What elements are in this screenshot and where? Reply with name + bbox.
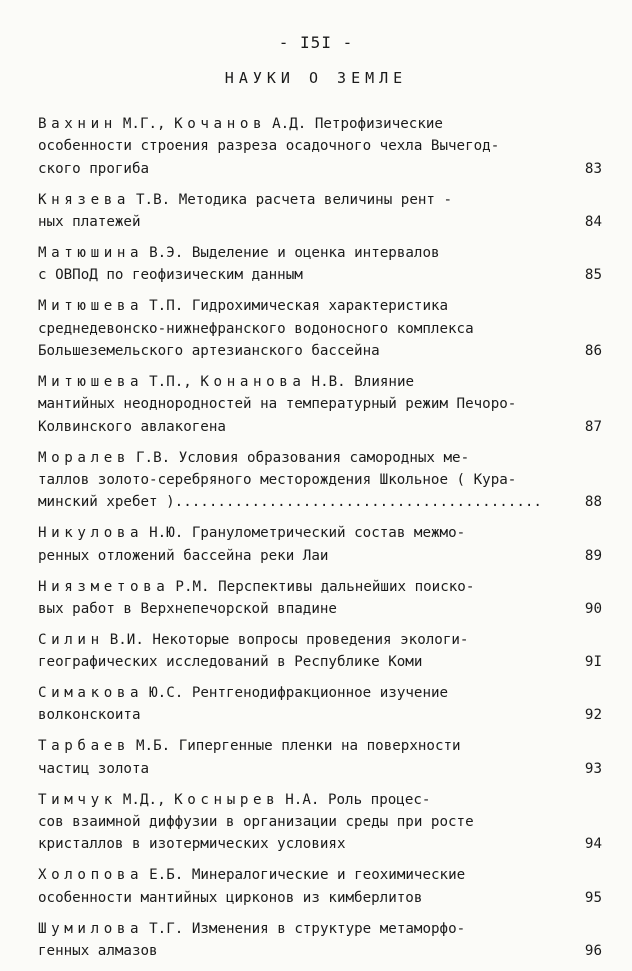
toc-entry-line bbox=[38, 629, 602, 651]
page-ref: 86 bbox=[584, 343, 602, 360]
author-name: Конанова bbox=[200, 373, 306, 390]
page-ref: 9I bbox=[584, 654, 602, 671]
entry-text bbox=[38, 158, 149, 180]
entry-text-segment: с ОВПоД по геофизическим данным bbox=[38, 267, 303, 284]
author-name: Тарбаев bbox=[38, 738, 130, 755]
entry-text-segment: среднедевонско-нижнефранского водоносного комплекса bbox=[38, 320, 474, 337]
entry-text bbox=[38, 735, 461, 757]
entry-text bbox=[38, 264, 303, 286]
entry-text bbox=[38, 811, 474, 833]
page-number: - I5I - bbox=[278, 33, 354, 52]
toc-entry bbox=[38, 295, 602, 362]
author-name: Холопова bbox=[38, 867, 144, 884]
toc-entry-line bbox=[38, 833, 602, 855]
toc-entry-line bbox=[38, 318, 602, 340]
toc-entry-line bbox=[38, 491, 602, 513]
toc-entry-line bbox=[38, 789, 602, 811]
entry-text bbox=[38, 940, 158, 962]
entry-text-segment: сов взаимной диффузии в организации среды при росте bbox=[38, 814, 474, 831]
toc-entry-line bbox=[38, 295, 602, 317]
entry-text-segment: частиц золота bbox=[38, 760, 150, 777]
toc-entry bbox=[38, 371, 602, 438]
entry-text-segment: особенности строения разреза осадочного чехла Вычегод- bbox=[38, 138, 500, 155]
entry-text bbox=[38, 887, 422, 909]
toc-entry-line bbox=[38, 576, 602, 598]
entry-text-segment: кристаллов в изотермических условиях bbox=[38, 836, 346, 853]
entry-text-segment: Т.П. Гидрохимическая характеристика bbox=[149, 298, 449, 315]
entry-text bbox=[38, 522, 465, 544]
toc-entry-line bbox=[38, 189, 602, 211]
entry-text bbox=[38, 864, 465, 886]
entry-text-segment: М.Б. Гипергенные пленки на поверхности bbox=[136, 738, 461, 755]
toc-entry-line bbox=[38, 704, 602, 726]
entry-text bbox=[38, 189, 452, 211]
entry-text-segment: Колвинского авлакогена bbox=[38, 418, 226, 435]
entry-text bbox=[38, 758, 149, 780]
toc-entry-line bbox=[38, 211, 602, 233]
page-ref: 92 bbox=[584, 707, 602, 724]
page-ref: 88 bbox=[584, 494, 602, 511]
toc-entry-line bbox=[38, 545, 602, 567]
toc-entry-line bbox=[38, 158, 602, 180]
entry-text-segment: генных алмазов bbox=[38, 943, 158, 959]
toc-entry bbox=[38, 682, 602, 727]
toc-entry-line bbox=[38, 651, 602, 673]
toc-entry bbox=[38, 789, 602, 856]
author-name: Тимчук bbox=[38, 791, 117, 808]
toc-entry-line bbox=[38, 416, 602, 438]
author-name: Ниязметова bbox=[38, 578, 170, 595]
entry-text bbox=[38, 833, 346, 855]
entry-text-segment: мантийных неоднородностей на температурный режим Печоро- bbox=[38, 396, 517, 413]
toc-entry bbox=[38, 189, 602, 234]
toc-entry bbox=[38, 522, 602, 567]
page-ref: 90 bbox=[584, 600, 602, 617]
entry-text bbox=[38, 211, 141, 233]
entry-text bbox=[38, 918, 465, 940]
toc-entry-line bbox=[38, 598, 602, 620]
toc-entry-line bbox=[38, 811, 602, 833]
entry-text-segment: А.Д. Петрофизические bbox=[272, 116, 443, 132]
entry-text-segment: ренных отложений бассейна реки Лаи bbox=[38, 547, 329, 564]
toc-entry-line bbox=[38, 682, 602, 704]
entry-text bbox=[38, 393, 516, 415]
toc-entry bbox=[38, 242, 602, 287]
author-name: Моралев bbox=[38, 449, 130, 466]
entry-text-segment: Ю.С. Рентгенодифракционное изучение bbox=[149, 685, 449, 702]
toc-entry bbox=[38, 113, 602, 180]
entry-text bbox=[38, 789, 430, 811]
toc-entry-line bbox=[38, 393, 602, 415]
toc-entry bbox=[38, 735, 602, 780]
entry-text bbox=[38, 371, 414, 393]
entry-text-segment: В.И. Некоторые вопросы проведения экологи- bbox=[109, 631, 469, 648]
entry-text-segment: минский хребет ) bbox=[38, 494, 175, 511]
toc-entry-line bbox=[38, 918, 602, 940]
author-name: Коснырев bbox=[174, 791, 280, 808]
page-ref: 95 bbox=[584, 889, 602, 906]
entry-text-segment: Г.В. Условия образования самородных ме- bbox=[136, 449, 470, 466]
entry-text-segment: Е.Б. Минералогические и геохимические bbox=[149, 867, 466, 884]
page-ref: 87 bbox=[584, 418, 602, 435]
toc-entry bbox=[38, 629, 602, 674]
toc-entry-line bbox=[38, 735, 602, 757]
author-name: Митюшева bbox=[38, 373, 144, 390]
entry-text-segment: Н.В. Влияние bbox=[311, 373, 415, 390]
entry-text bbox=[38, 340, 380, 362]
entry-text bbox=[38, 318, 474, 340]
toc-entry bbox=[38, 576, 602, 621]
author-name: Вахнин bbox=[38, 116, 117, 132]
entry-text bbox=[38, 629, 468, 651]
author-name: Никулова bbox=[38, 525, 144, 542]
dot-leader: ........................................... bbox=[174, 494, 542, 511]
toc-entry-line bbox=[38, 758, 602, 780]
entry-text bbox=[38, 651, 422, 673]
entry-text-segment: М.Д., bbox=[122, 791, 166, 808]
page-ref: 85 bbox=[584, 267, 602, 284]
toc-entry-line bbox=[38, 242, 602, 264]
author-name: Матюшина bbox=[38, 244, 144, 261]
entry-text-segment: Н.А. Роль процес- bbox=[285, 791, 431, 808]
entry-text bbox=[38, 704, 141, 726]
entry-text bbox=[38, 295, 448, 317]
entry-text-segment: Р.М. Перспективы дальнейших поиско- bbox=[175, 578, 475, 595]
page-ref: 93 bbox=[584, 760, 602, 777]
toc-entry-line bbox=[38, 940, 602, 962]
entry-text-segment: географических исследований в Республике Коми bbox=[38, 654, 423, 671]
toc-entry-line bbox=[38, 887, 602, 909]
entry-text bbox=[38, 113, 443, 135]
entry-text-segment: М.Г., bbox=[122, 116, 166, 132]
toc-entry-line bbox=[38, 864, 602, 886]
entry-text-segment: волконскоита bbox=[38, 707, 141, 724]
entry-text-segment: вых работ в Верхнепечорской впадине bbox=[38, 600, 337, 617]
page-ref: 83 bbox=[584, 160, 602, 177]
author-name: Кочанов bbox=[174, 116, 267, 132]
page-ref: 84 bbox=[584, 214, 602, 231]
toc-entry-line bbox=[38, 469, 602, 491]
section-title: НАУКИ О ЗЕМЛЕ bbox=[224, 69, 408, 87]
entry-text bbox=[38, 576, 474, 598]
entry-text-segment: В.Э. Выделение и оценка интервалов bbox=[149, 244, 440, 261]
toc-entry bbox=[38, 447, 602, 514]
entry-text-segment: Т.В. Методика расчета величины рент - bbox=[136, 191, 453, 208]
toc-entry-line bbox=[38, 264, 602, 286]
entry-text bbox=[38, 242, 440, 264]
entry-text-segment: особенности мантийных цирконов из кимберлитов bbox=[38, 889, 423, 906]
page-ref: 89 bbox=[584, 547, 602, 564]
toc-entry-line bbox=[38, 371, 602, 393]
page-ref: 94 bbox=[584, 836, 602, 853]
entry-text bbox=[38, 447, 469, 469]
entry-text bbox=[38, 598, 337, 620]
toc-entry-line bbox=[38, 340, 602, 362]
toc-entry-line bbox=[38, 113, 602, 135]
toc-entry bbox=[38, 864, 602, 909]
toc-entry-line bbox=[38, 447, 602, 469]
entry-text-segment: таллов золото-серебряного месторождения Школьное ( Кура- bbox=[38, 471, 517, 488]
entry-text bbox=[38, 491, 175, 513]
toc-entry-line bbox=[38, 522, 602, 544]
author-name: Силин bbox=[38, 631, 104, 648]
author-name: Князева bbox=[38, 191, 130, 208]
entry-text-segment: Т.П., bbox=[149, 373, 192, 390]
entry-text bbox=[38, 682, 448, 704]
author-name: Шумилова bbox=[38, 920, 144, 937]
entry-text-segment: Т.Г. Изменения в структуре метаморфо- bbox=[149, 920, 466, 937]
author-name: Симакова bbox=[38, 685, 144, 702]
toc-entry bbox=[38, 918, 602, 963]
page-ref: 96 bbox=[584, 943, 602, 959]
entry-text bbox=[38, 545, 328, 567]
entry-text-segment: Н.Ю. Гранулометрический состав межмо- bbox=[149, 525, 466, 542]
entry-text-segment: ского прогиба bbox=[38, 160, 150, 177]
entry-text-segment: ных платежей bbox=[38, 214, 141, 231]
author-name: Митюшева bbox=[38, 298, 144, 315]
entry-text bbox=[38, 135, 499, 157]
table-of-contents bbox=[38, 113, 602, 971]
entry-text-segment: Большеземельского артезианского бассейна bbox=[38, 343, 380, 360]
entry-text bbox=[38, 416, 226, 438]
entry-text bbox=[38, 469, 516, 491]
toc-entry-line bbox=[38, 135, 602, 157]
